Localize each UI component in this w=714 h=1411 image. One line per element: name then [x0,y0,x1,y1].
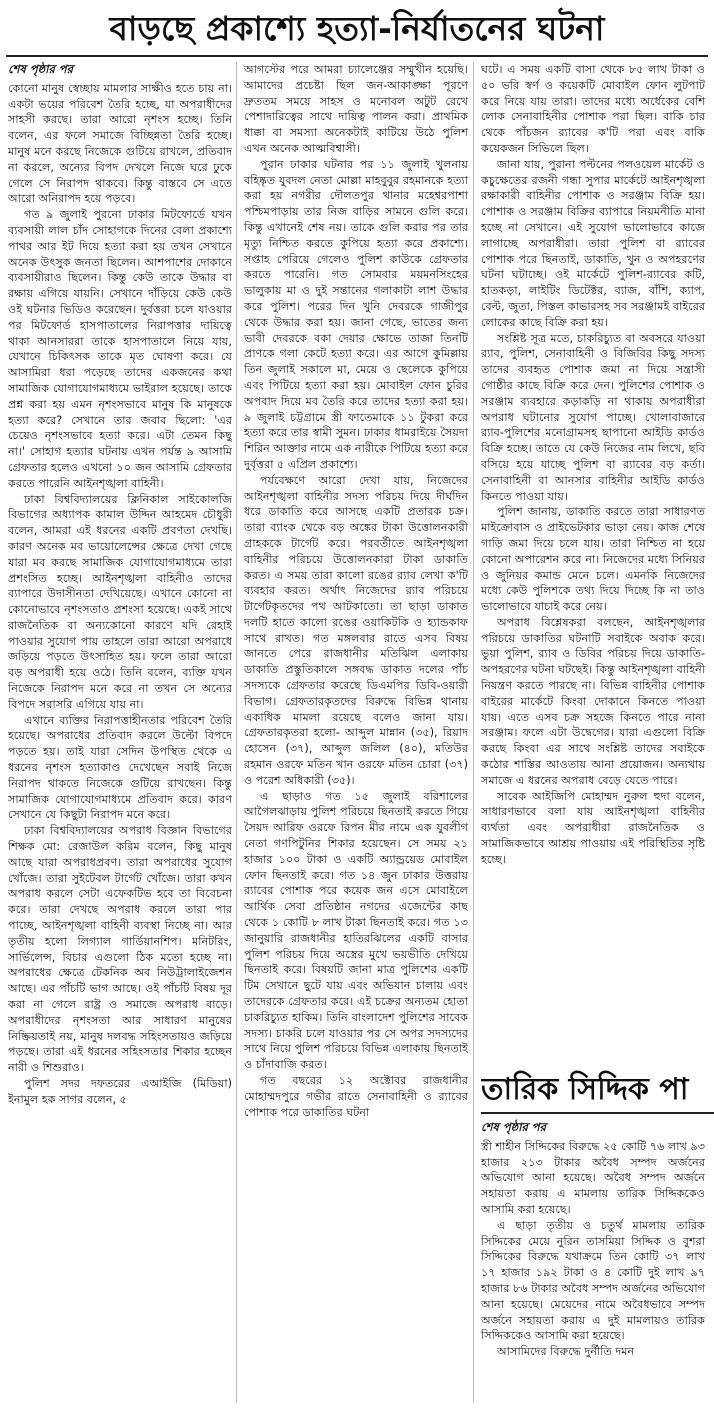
paragraph: অপরাধ বিশ্লেষকরা বলছেন, আইনশৃঙ্খলার পরিচয়ে ডাকাতির ঘটনাটি সবাইকে অবাক করে। ভুয়া পুলিশ, র‌্যাব ও ডিবির পরিচয় দিয়ে ডাকাতি-অপহরণের ঘটনা ঘটছেই। কিন্তু আইনশৃঙ্খলা বাহিনী নিয়ন্ত্রণ করতে পারছে না। বিভিন্ন বাহিনীর পোশাক বাইরের মার্কেটে কিংবা দোকানে কিনতে পাওয়া যায়। এতে এসব চক্র সহজে কিনতে পারে নানা সরঞ্জাম। ফলে এটা উদ্বেগের। যারা এগুলো বিক্রি করছে কিংবা এর সাথে সংশ্লিষ্ট তাদের সবাইকে কঠোর শাস্তির আওতায় আনা প্রয়োজন। অন্যথায় সমাজে এ ধরনের অপরাধ বেড়ে যেতে পারে। [481,615,705,787]
paragraph: গত ৯ জুলাই পুরনো ঢাকার মিটফোর্ডে যখন ব্যবসায়ী লাল চাঁদ সোহাগকে দিনের বেলা প্রকাশ্যে পাথর আর ইট দিয়ে হত্যা করা হয় তখন সেখানে অনেক উৎসুক জনতা ছিলেন। আশপাশের দোকানে ব্যবসায়ীরাও ছিলেন। কিন্তু কেউ তাকে উদ্ধার বা রক্ষায় এগিয়ে যায়নি। সেখানে দাঁড়িয়ে কেউ কেউ ওই ঘটনার ভিডিও করেছেন। দুর্বত্তরা চলে যাওয়ার পর মিটফোর্ড হাসপাতালের নিরাপত্তার দায়িত্বে থাকা আনসাররা তাকে হাসপাতালে নিয়ে যায়, যেখানে চিকিৎসক তাকে মৃত ঘোষণা করে। যে আসামিরা ধরা পড়েছে তাদের একজনের কথা সামাজিক যোগাযোগমাধ্যমে ভাইরাল হয়েছে। তাকে প্রশ্ন করা হয় এমন নৃশংসভাবে মানুষ কি মানুষকে হত্যা করে? সেখানে তার জবাব ছিলো: 'এর চেয়েও নৃশংসভাবে হত্যা করে। এটা তেমন কিছু না।' সোহাগ হত্যার ঘটনায় এখন পর্যন্ত ৯ আসামি গ্রেফতার হলেও এখনো ১০ জন আসামি গ্রেফতার করতে পারেনি আইনশৃঙ্খলা বাহিনী। [8,208,232,490]
continuation-label: শেষ পৃষ্ঠার পর [481,1120,546,1134]
second-story-body [481,1120,705,1360]
paragraph: ঢাকা বিশ্ববিদ্যালয়ের অপরাধ বিজ্ঞান বিভাগের শিক্ষক মো: রেজাউল করিম বলেন, কিছু মানুষ আছে যারা অপরাধপ্রবণ। তারা অপরাধের সুযোগ খোঁজে। তারা সুইটেবল টার্গেট খোঁজে। তারা কখন অপরাধ করলে সেটা এফেকটিভ হবে তা বিবেচনা করে। তারা দেখছে অপরাধ করলে তারা পার পাচ্ছে, আইনশৃঙ্খলা বাহিনী ব্যবস্থা নিচ্ছে না। আর তৃতীয় হলো লিগ্যাল গার্ডিয়ানশিপ। মনিটরিং, সার্ভিলেন্স, বিচার এগুলো ঠিক মতো হচ্ছে না। অপরাধের ক্ষেত্রে টেকনিক অব নিউট্রালাইজেশন আছে। এর পাঁচটি ভাগ আছে। ওই পাঁচটি বিষয় দূর করা না গেলে রাষ্ট্র ও সমাজে অপরাধ বাড়ে। অপরাধীদের নৃশংসতা আর সাধারণ মানুষের নিষ্ক্রিয়তাই নয়, মানুষ দলবদ্ধ সহিংসতায়ও জড়িয়ে পড়ছে। তারা এই ধরনের সহিংসতার শিকার হচ্ছেন নারী ও শিশুরাও। [8,824,232,1075]
second-story-headline: তারিক সিদ্দিক পা [481,1072,689,1107]
paragraph: এ ছাড়া তৃতীয় ও চতুর্থ মামলায় তারিক সিদ্দিকের মেয়ে নুরিন তাসমিয়া সিদ্দিক ও বুশরা সিদ্দিকের বিরুদ্ধে যথাক্রমে তিন কোটি ৩৭ লাখ ১৭ হাজার ১৯২ টাকা ও ৪ কোটি দুই লাখ ৯৭ হাজার ৮৬ টাকার অবৈধ সম্পদ অর্জনের অভিযোগ আনা হয়েছে। মেয়েদের নামে অবৈধভাবে সম্পদ অর্জনে সহায়তা করায় এ দুই মামলায়ও তারিক সিদ্দিককেও আসামি করা হয়েছে। [481,1218,705,1343]
article-column-2 [244,62,468,1402]
article-column-1 [8,62,232,1402]
second-story [481,1070,714,1410]
paragraph: এখানে ব্যক্তির নিরাপত্তাহীনতার পরিবেশ তৈরি হয়েছে। অপরাধের প্রতিবাদ করলে উল্টো বিপদে পড়তে হয়। তাই যারা সেদিন উপস্থিত থেকে এ ধরনের নৃশংস হত্যাকাণ্ড দেখেছেন সবাই নিজে নিরাপদ থাকতে নিজেকে গুটিয়ে রাখছেন। কিন্তু সামাজিক যোগাযোগমাধ্যমে প্রতিবাদ করে। কারণ সেখানে যে কিছুটা নিরাপদ মনে করে। [8,713,232,822]
column-divider [473,62,474,1402]
paragraph: সাবেক আইজিপি মোহাম্মদ নুরুল হুদা বলেন, সাধারণভাবে বলা যায় আইনশৃঙ্খলা বাহিনীর ব্যর্থতা এবং অপরাধীরা রাজনৈতিক ও সামাজিকভাবে আশ্রয় পাওয়ায় এই পরিস্থিতির সৃষ্টি হচ্ছে। [481,789,705,866]
paragraph: পুলিশ জানায়, ডাকাতি করতে তারা সাধারণত মাইক্রোবাস ও প্রাইভেটকার ভাড়া নেয়। কাজ শেষে গাড়ি জমা দিয়ে চলে যায়। তারা নিশ্চিত না হয়ে কোনো অপারেশন করে না। নিজেদের মধ্যে সিনিয়র ও জুনিয়র কমান্ড মেনে চলে। এমনকি নিজেদের মধ্যে কেউ পুলিশকে তথ্য দিয়ে দিচ্ছে কি না তাও ভালোভাবে যাচাই করে নেয়। [481,505,705,614]
second-story-rule [481,1112,714,1114]
paragraph: আগস্টের পরে আমরা চ্যালেঞ্জের সম্মুখীন হয়েছি। আমাদের প্রচেষ্টা ছিল জন-আকাঙ্ক্ষা পূরণে দ্রুততম সময়ে সাহস ও মনোবল অটুট রেখে পেশাদারিত্বের সাথে দায়িত্ব পালন করা। প্রাথমিক ধাক্কা বা সমস্যা অনেকটাই কাটিয়ে উঠে পুলিশ এখন অনেক আত্মবিশ্বাসী। [244,63,468,155]
paragraph: পর্যবেক্ষণে আরো দেখা যায়, নিজেদের আইনশৃঙ্খলা বাহিনীর সদস্য পরিচয় দিয়ে দীর্ঘদিন ধরে ডাকাতি করে আসছে একটি প্রতারক চক্র। তারা ব্যাংক থেকে বড় অঙ্কের টাকা উত্তোলনকারী গ্রাহককে টার্গেট করে। পরবর্তীতে আইনশৃঙ্খলা বাহিনীর পরিচয়ে উত্তোলনকারা টাকা ডাকাতি করত। এ সময় তারা কালো রঙের র‌্যাব লেখা ক'টি ব্যবহার করত। অর্থাৎ নিজেদের র‌্যাব পরিচয়ে টার্গেটকৃতদের পথ আটকাতো। তা ছাড়া ডাকাত দলটি হাতে কালো রঙের ওয়াকিটকি ও হ্যান্ডকাফ সাথে রাখত। গত মঙ্গলবার রাতে এসব বিষয় জানতে পেরে রাজধানীর মতিঝিল এলাকায় ডাকাতি প্রস্তুতিকালে সঙ্গবদ্ধ ডাকাত দলের পাঁচ সদস্যকে গ্রেফতার করেছে ডিএমপির ডিবি-ওয়ারী বিভাগ। গ্রেফতারকৃতদের বিরুদ্ধে বিভিন্ন থানায় একাধিক মামলা রয়েছে বলেও জানা যায়। গ্রেফতারকৃতরা হলো- আব্দুল মান্নান (৩৫), রিয়াদ হোসেন (৩৭), আব্দুল জলিল (৪০), মতিউর রহমান ওরফে মতিন খান ওরফে মতিন চোরা (৩৭) ও পরেশ অধিকারী (৩৫)। [244,473,468,787]
column-divider [236,62,237,1402]
paragraph: কোনো মানুষ স্বেচ্ছায় মামলার সাক্ষীও হতে চায় না। একটা ভয়ের পরিবেশ তৈরি হচ্ছে, যা অপরাধীদের সাহসী করছে। তারা আরো নৃশংস হচ্ছে। তিনি বলেন, এর ফলে সমাজে বিচ্ছিন্নতা তৈরি হচ্ছে। মানুষ মনে করছে নিজেকে গুটিয়ে রাখলে, প্রতিবাদ না করলে, অন্যের বিপদ দেখলে নিজে ঘরে ঢুকে গেলে সে নিরাপদ থাকবে। কিন্তু বাস্তবে সে এতে আরো অনিরাপদ হয়ে পড়বে। [8,81,232,206]
continuation-label: শেষ পৃষ্ঠার পর [8,62,73,76]
paragraph: ঢাকা বিশ্ববিদ্যালয়ের ক্লিনিকাল সাইকোলজি বিভাগের অধ্যাপক কামাল উদ্দিন আহমেদ চৌধুরী বলেন, আমরা এই ধরনের একটি প্রবণতা দেখছি। কারণ অনেক মব ভায়োলেন্সের ক্ষেত্রে দেখা গেছে যারা মব করছে সামাজিক যোগাযোগমাধ্যমে তারা প্রশংসিত হচ্ছে। আইনশৃঙ্খলা বাহিনীও তাদের ব্যাপারে উদাসীনতা দেখিয়েছে। এখানে কোনো না কোনোভাবে নৃশংসতাও প্রশংসা হয়েছে। একই সাথে রাজনৈতিক বা অন্যকোনো কারণে যদি রেহাই পাওয়ার সুযোগ পায় তাহলে তারা আরো অপরাধে জড়িয়ে পড়তে উৎসাহিত হয়। ফলে তারা আরো বড় অপরাধী হয়ে ওঠে। তিনি বলেন, ব্যক্তি যখন নিজেকে নিরাপদ মনে করে না তখন সে অন্যের বিপদে সরাসরি এগিয়ে যায় না। [8,492,232,711]
paragraph: গত বছরের ১২ অক্টোবর রাজধানীর মোহাম্মদপুরে গভীর রাতে সেনাবাহিনী ও র‌্যাবের পোশাক পরে ডাকাতির ঘটনা [244,1074,468,1119]
paragraph: পুলিশ সদর দফতরের এআইজি (মিডিয়া) ইনামুল হক সাগর বলেন, ৫ [8,1077,232,1106]
paragraph: জানা যায়, পুরানা পল্টনের পলওয়েল মার্কেট ও কচুক্ষেতের রজনী গন্ধা সুপার মার্কেটে আইনশৃঙ্খলা রক্ষাকারী বাহিনীর পোশাক ও সরঞ্জাম বিক্রি হয়। পোশাক ও সরঞ্জাম বিক্রির ব্যাপারে নিয়মনীতি মানা হচ্ছে না সেখানে। এই সুযোগ ভালোভাবে কাজে লাগাচ্ছে অপরাধীরা। তারা পুলিশ বা র‌্যাবের পোশাক পরে ছিনতাই, ডাকাতি, খুন ও অপহরণের ঘটনা ঘটাচ্ছে। ওই মার্কেটে পুলিশ-র‌্যাবের কটি, হাতকড়া, লাইটিং ডিটেক্টর, ব্যাজ, বাঁশি, ক্যাপ, বেল্ট, জুতা, পিস্তল কাভারসহ সব সরঞ্জামই বাইরের লোকের কাছে বিক্রি করা হয়। [481,157,705,329]
headline-rule [6,55,708,57]
paragraph: আসামিদের বিরুদ্ধে দুর্নীতি দমন [497,1345,635,1359]
headline: বাড়ছে প্রকাশ্যে হত্যা-নির্যাতনের ঘটনা [109,9,605,48]
paragraph: স্ত্রী শাহীন সিদ্দিকের বিরুদ্ধে ২৫ কোটি ৭৬ লাখ ৯৩ হাজার ২১৩ টাকার অবৈধ সম্পদ অর্জনের অভিযোগ আনা হয়েছে। অবৈধ সম্পদ অর্জনে সহায়তা করায় এ মামলায় তারিক সিদ্দিককেও আসামি করা হয়েছে। [481,1139,705,1216]
article-column-3 [481,62,705,1052]
paragraph: ঘটে। এ সময় একটি বাসা থেকে ৮৫ লাখ টাকা ও ৫০ ভরি স্বর্ণ ও কয়েকটি মোবাইল ফোন লুটপাট করে নিয়ে যায় তারা। তাদের মধ্যে অর্ধেকের বেশি লোক সেনাবাহিনীর পোশাক পরা ছিল। বাকি চার থেকে পাঁচজন র‌্যাবের ক'টি পরা এবং বাকি কয়েকজন সিভিলে ছিল। [481,63,705,155]
paragraph: পুরান ঢাকার ঘটনার পর ১১ জুলাই খুলনায় বহিষ্কৃত যুবদল নেতা মোল্লা মাহবুবুর রহমানকে হত্যা করা হয় নগরীর দৌলতপুর থানার মহেশ্বরপাশা পশ্চিমপাড়ায় তার নিজ বাড়ির সামনে গুলি করে। কিন্তু এখানেই শেষ নয়। তাকে গুলি করার পর তার মৃত্যু নিশ্চিত করতে কুপিয়ে হত্যা করে প্রকাশ্যে। সপ্তাহ পেরিয়ে গেলেও পুলিশ কাউকে গ্রেফতার করতে পারেনি। গত সোমবার ময়মনসিংহের ভালুকায় মা ও দুই সন্তানের গলাকাটা লাশ উদ্ধার করে পুলিশ। পরের দিন খুনি দেবরকে গাজীপুর থেকে উদ্ধার করা হয়। জানা গেছে, ভাতের জন্য ভাবী দেবরকে বকা দেয়ার ক্ষোভে তাজা তিনটি প্রাণকে গলা কেটে হত্যা করে। এর আগে কুমিল্লায় তিন জুলাই সকালে মা, মেয়ে ও ছেলেকে কুপিয়ে এবং পিটিয়ে হত্যা করা হয়। মোবাইল ফোন চুরির অপবাদ দিয়ে মব তৈরি করে তাদের হত্যা করা হয়। ৯ জুলাই চট্টগ্রামে স্ত্রী ফাতেমাকে ১১ টুকরা করে হত্যা করে তার স্বামী সুমন। ঢাকার ধামরাইয়ে সৈয়দা শিরিন আক্তার নামে এক নারীকে পিটিয়ে হত্যা করে দুর্বৃত্তরা ৫ এপ্রিল প্রকাশ্যে। [244,157,468,471]
paragraph: এ ছাড়াও গত ১৫ জুলাই বরিশালের আগৈলঝাড়ায় পুলিশ পরিচয়ে ছিনতাই করতে গিয়ে সৈয়দ আরিফ ওরফে রিপন মীর নামে এক যুবলীগ নেতা গণপিটুনির শিকার হয়েছেন। সে সময় ২১ হাজার ১০০ টাকা ও একটি অ্যান্ড্রয়েড মোবাইল ফোন ছিনতাই করে। গত ১৪ জুন ঢাকার উত্তরায় র‌্যাবের পোশাক পরে কয়েক জন এসে মোবাইলে আর্থিক সেবা প্রতিষ্ঠান নগদের এজেন্টের কাছ থেকে ১ কোটি ৮ লাখ টাকা ছিনতাই করে। গত ১৩ জানুয়ারি রাজধানীর হাতিরঝিলের একটি বাসার পুলিশ পরিচয় দিয়ে অস্ত্রের মুখে ভয়ভীতি দেখিয়ে ছিনতাই করে। বিষয়টি জানা মাত্র পুলিশের একটি টিম সেখানে ছুটে যায় এবং অভিযান চালায় এবং তাদেরকে গ্রেফতার করে। এই চক্রের অন্যতম হোতা চাকরিচ্যুত হাকিম। তিনি বাংলাদেশ পুলিশের সাবেক সদস্য। চাকরি চলে যাওয়ার পর সে অপর সদস্যদের সাথে নিয়ে পুলিশ পরিচয়ে বিভিন্ন এলাকায় ছিনতাই ও চাঁদাবাজি করত। [244,789,468,1072]
paragraph: সংশ্লিষ্ট সূত্র মতে, চাকরিচ্যুত বা অবসরে যাওয়া র‌্যাব, পুলিশ, সেনাবাহিনী ও বিজিবির কিছু সদস্য তাদের ব্যবহৃত পোশাক জমা না দিয়ে সন্ত্রাসী গোষ্ঠীর কাছে বিক্রি করে দেন। পুলিশের পোশাক ও সরঞ্জাম ব্যবহারে কড়াকড়ি না থাকায় অপরাধীরা অপরাধ ঘটানোর সুযোগ পাচ্ছে। খোলাবাজারে র‌্যাব-পুলিশের মনোগ্রামসহ ছাপানো আইডি কার্ডও বিক্রি হচ্ছে। তাতে যে কেউ নিজের নাম লিখে, ছবি বসিয়ে হয়ে যাচ্ছে পুলিশ বা র‌্যাবের বড় কর্তা। সেনাবাহিনী বা আনসার বাহিনীর আইডি কার্ডও কিনতে পাওয়া যায়। [481,331,705,503]
